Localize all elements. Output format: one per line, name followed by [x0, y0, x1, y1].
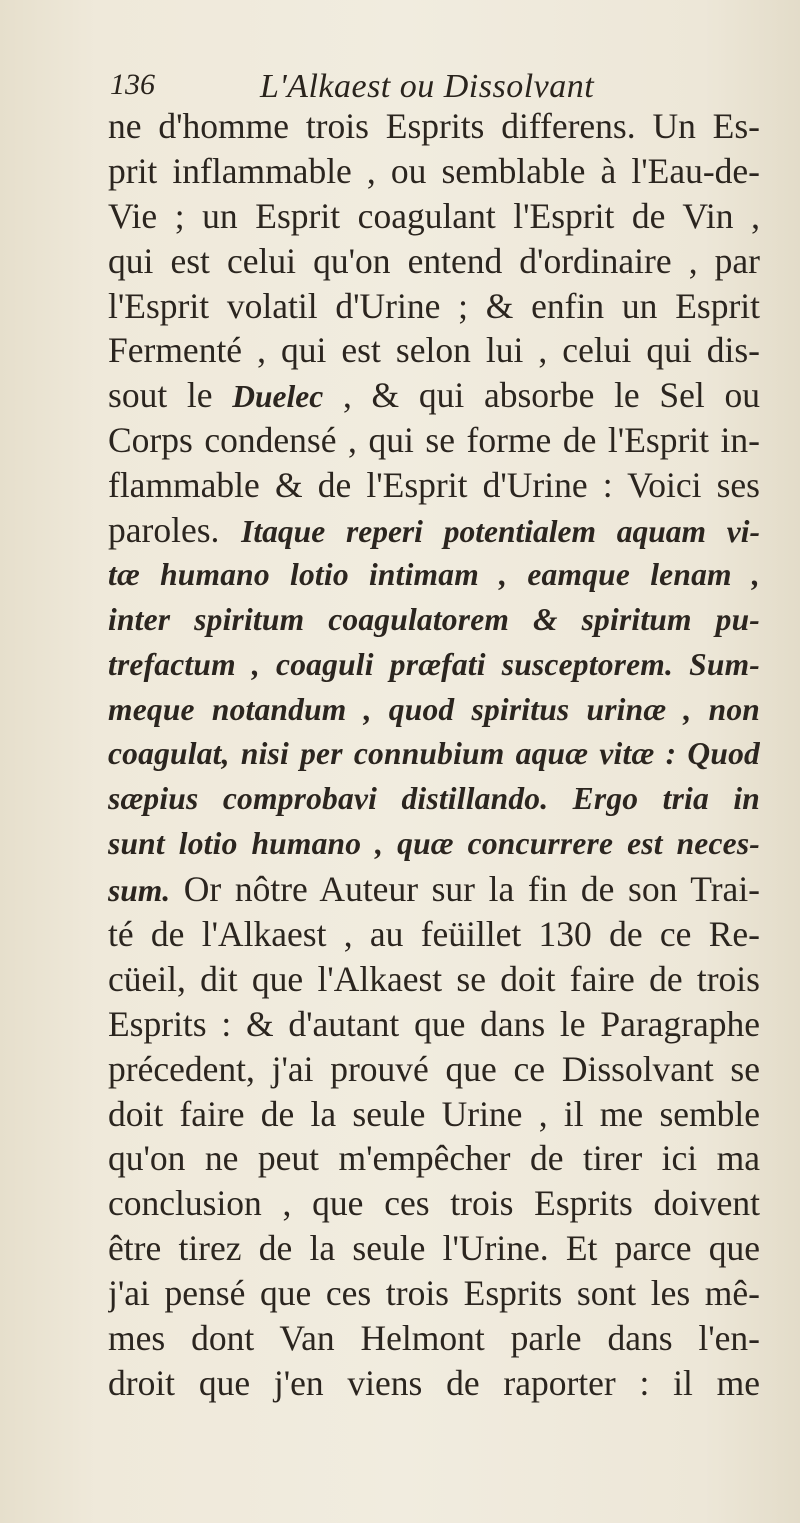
page-header	[110, 68, 750, 108]
text-line: conclusion , que ces trois Esprits doivent	[108, 1183, 760, 1224]
text-line: droit que j'en viens de raporter : il me	[108, 1362, 760, 1403]
text-line: prit inflammable , ou semblable à l'Eau-de-	[108, 150, 760, 191]
text-line: l'Esprit volatil d'Urine ; & enfin un Esprit	[108, 285, 760, 326]
text-line: être tirez de la seule l'Urine. Et parce que	[108, 1228, 760, 1269]
text-line: tæ humano lotio intimam , eamque lenam ,	[108, 556, 760, 592]
roman-run: paroles.	[108, 510, 242, 551]
text-line: mes dont Van Helmont parle dans l'en-	[108, 1318, 760, 1359]
text-line: té de l'Alkaest , au feüillet 130 de ce Re-	[108, 914, 760, 955]
roman-run: , & qui absorbe le Sel ou	[323, 375, 760, 416]
text-line: sunt lotio humano , quæ concurrere est neces-	[108, 826, 760, 862]
text-line: doit faire de la seule Urine , il me semble	[108, 1093, 760, 1134]
text-line: Vie ; un Esprit coagulant l'Esprit de Vin ,	[108, 195, 760, 236]
italic-run: sum.	[108, 873, 171, 909]
text-line: Corps condensé , qui se forme de l'Esprit in-	[108, 420, 760, 461]
roman-run: Or nôtre Auteur sur la fin de son Trai-	[170, 869, 760, 910]
text-line: trefactum , coaguli præfati susceptorem. Sum-	[108, 646, 760, 682]
text-line: Fermenté , qui est selon lui , celui qui dis-	[108, 330, 760, 371]
text-line: sæpius comprobavi distillando. Ergo tria in	[108, 781, 760, 817]
text-line: coagulat, nisi per connubium aquæ vitæ : Quod	[108, 736, 760, 772]
text-line: Esprits : & d'autant que dans le Paragraphe	[108, 1003, 760, 1044]
text-line	[108, 508, 760, 553]
italic-run: Itaque reperi potentialem aquam vi-	[241, 514, 760, 550]
text-line: précedent, j'ai prouvé que ce Dissolvant se	[108, 1048, 760, 1089]
text-line: qui est celui qu'on entend d'ordinaire , par	[108, 240, 760, 281]
text-line: qu'on ne peut m'empêcher de tirer ici ma	[108, 1138, 760, 1179]
text-line: flammable & de l'Esprit d'Urine : Voici ses	[108, 465, 760, 506]
text-line: cüeil, dit que l'Alkaest se doit faire de trois	[108, 958, 760, 999]
text-line: j'ai pensé que ces trois Esprits sont les mê-	[108, 1273, 760, 1314]
text-line	[108, 867, 760, 912]
body-text	[108, 104, 760, 1406]
page-number: 136	[110, 68, 155, 101]
italic-run: Duelec	[232, 379, 324, 415]
running-title: L'Alkaest ou Dissolvant	[260, 68, 595, 105]
roman-run: sout le	[108, 375, 233, 416]
text-line: inter spiritum coagulatorem & spiritum pu-	[108, 601, 760, 637]
text-line	[108, 373, 760, 418]
text-line: ne d'homme trois Esprits differens. Un Es-	[108, 106, 760, 146]
text-line: meque notandum , quod spiritus urinæ , non	[108, 691, 760, 727]
